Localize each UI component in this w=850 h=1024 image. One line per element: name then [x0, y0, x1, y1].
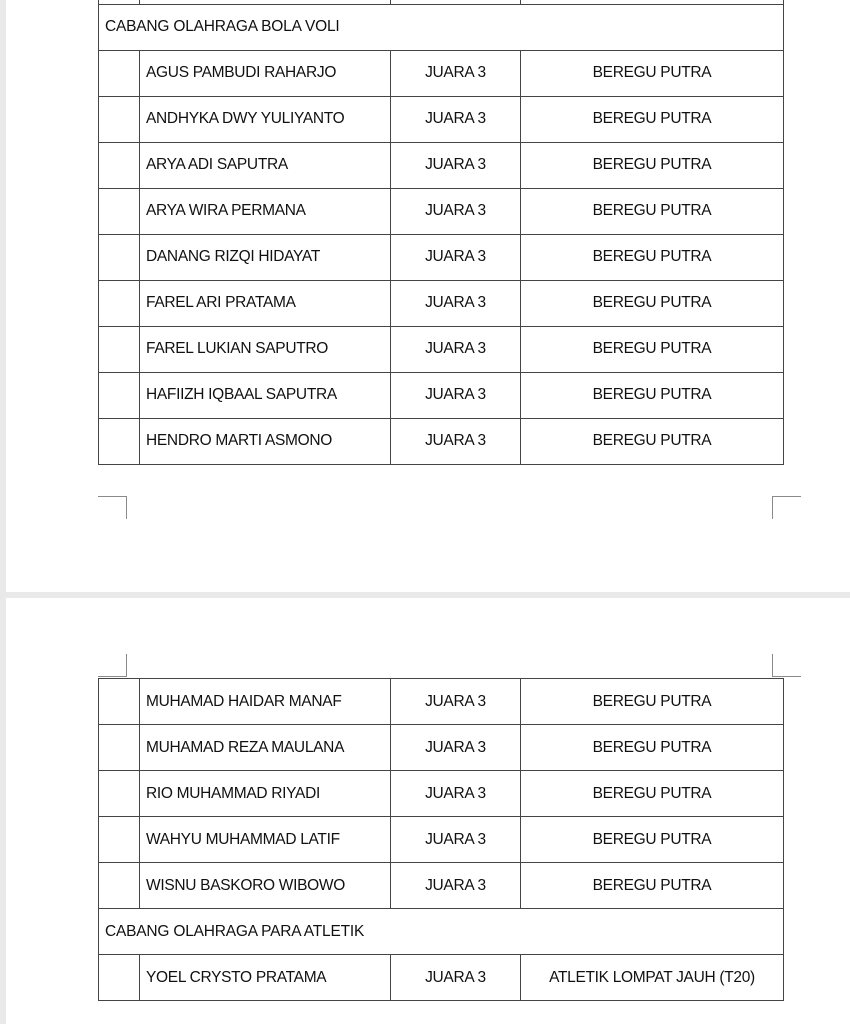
category-cell: BEREGU PUTRA	[521, 96, 784, 142]
row-number	[99, 955, 140, 1001]
rank-cell: JUARA 3	[391, 96, 521, 142]
category-cell: BEREGU PUTRA	[521, 817, 784, 863]
rank-cell: JUARA 3	[391, 955, 521, 1001]
category-cell: BEREGU PUTRA	[521, 372, 784, 418]
section-heading: CABANG OLAHRAGA PARA ATLETIK	[99, 909, 784, 955]
category-cell: BEREGU PUTRA	[521, 50, 784, 96]
page-corner-mark	[772, 654, 801, 677]
row-number	[99, 326, 140, 372]
page-corner-mark	[772, 496, 801, 519]
row-number	[99, 679, 140, 725]
athlete-name: FAREL LUKIAN SAPUTRO	[140, 326, 391, 372]
rank-cell: JUARA 3	[391, 863, 521, 909]
row-number	[99, 96, 140, 142]
row-number	[99, 863, 140, 909]
table-row	[99, 326, 784, 372]
athlete-name: MUHAMAD REZA MAULANA	[140, 725, 391, 771]
category-cell: BEREGU PUTRA	[521, 142, 784, 188]
category-cell: BEREGU PUTRA	[521, 234, 784, 280]
athlete-name: FAREL ARI PRATAMA	[140, 280, 391, 326]
category-cell: BEREGU PUTRA	[521, 280, 784, 326]
table-row	[99, 955, 784, 1001]
table-row	[99, 817, 784, 863]
rank-cell: JUARA 3	[391, 280, 521, 326]
table-row	[99, 188, 784, 234]
row-number	[99, 188, 140, 234]
rank-cell: JUARA 3	[391, 50, 521, 96]
section-row	[99, 909, 784, 955]
document-page-2	[6, 598, 850, 1024]
category-cell: BEREGU PUTRA	[521, 326, 784, 372]
table-row	[99, 96, 784, 142]
athlete-name: HENDRO MARTI ASMONO	[140, 418, 391, 464]
row-number	[99, 771, 140, 817]
section-row	[99, 4, 784, 50]
row-number	[99, 817, 140, 863]
row-number	[99, 234, 140, 280]
table-row	[99, 863, 784, 909]
row-number	[99, 142, 140, 188]
athlete-name: DANANG RIZQI HIDAYAT	[140, 234, 391, 280]
row-number	[99, 372, 140, 418]
row-number	[99, 50, 140, 96]
rank-cell: JUARA 3	[391, 372, 521, 418]
table-row	[99, 418, 784, 464]
table-row	[99, 50, 784, 96]
table-row	[99, 771, 784, 817]
athlete-name: MUHAMAD HAIDAR MANAF	[140, 679, 391, 725]
table-row	[99, 372, 784, 418]
athlete-name: YOEL CRYSTO PRATAMA	[140, 955, 391, 1001]
row-number	[99, 280, 140, 326]
athlete-name: ARYA ADI SAPUTRA	[140, 142, 391, 188]
category-cell: BEREGU PUTRA	[521, 725, 784, 771]
athlete-name: WAHYU MUHAMMAD LATIF	[140, 817, 391, 863]
row-number	[99, 725, 140, 771]
category-cell: BEREGU PUTRA	[521, 771, 784, 817]
category-cell: ATLETIK LOMPAT JAUH (T20)	[521, 955, 784, 1001]
section-heading: CABANG OLAHRAGA BOLA VOLI	[99, 4, 784, 50]
rank-cell: JUARA 3	[391, 418, 521, 464]
athlete-name: AGUS PAMBUDI RAHARJO	[140, 50, 391, 96]
page-corner-mark	[98, 496, 127, 519]
category-cell: BEREGU PUTRA	[521, 679, 784, 725]
table-row	[99, 280, 784, 326]
athlete-table-2	[98, 678, 784, 1001]
athlete-name: RIO MUHAMMAD RIYADI	[140, 771, 391, 817]
table-row	[99, 234, 784, 280]
rank-cell: JUARA 3	[391, 234, 521, 280]
table-row	[99, 725, 784, 771]
row-number	[99, 418, 140, 464]
rank-cell: JUARA 3	[391, 725, 521, 771]
athlete-name: ANDHYKA DWY YULIYANTO	[140, 96, 391, 142]
table-row	[99, 679, 784, 725]
rank-cell: JUARA 3	[391, 679, 521, 725]
table-row	[99, 142, 784, 188]
document-page-1	[6, 0, 850, 592]
rank-cell: JUARA 3	[391, 326, 521, 372]
athlete-name: HAFIIZH IQBAAL SAPUTRA	[140, 372, 391, 418]
rank-cell: JUARA 3	[391, 142, 521, 188]
page-corner-mark	[98, 654, 127, 677]
athlete-name: ARYA WIRA PERMANA	[140, 188, 391, 234]
category-cell: BEREGU PUTRA	[521, 418, 784, 464]
athlete-table-1	[98, 0, 784, 465]
rank-cell: JUARA 3	[391, 771, 521, 817]
rank-cell: JUARA 3	[391, 188, 521, 234]
category-cell: BEREGU PUTRA	[521, 188, 784, 234]
athlete-name: WISNU BASKORO WIBOWO	[140, 863, 391, 909]
rank-cell: JUARA 3	[391, 817, 521, 863]
category-cell: BEREGU PUTRA	[521, 863, 784, 909]
